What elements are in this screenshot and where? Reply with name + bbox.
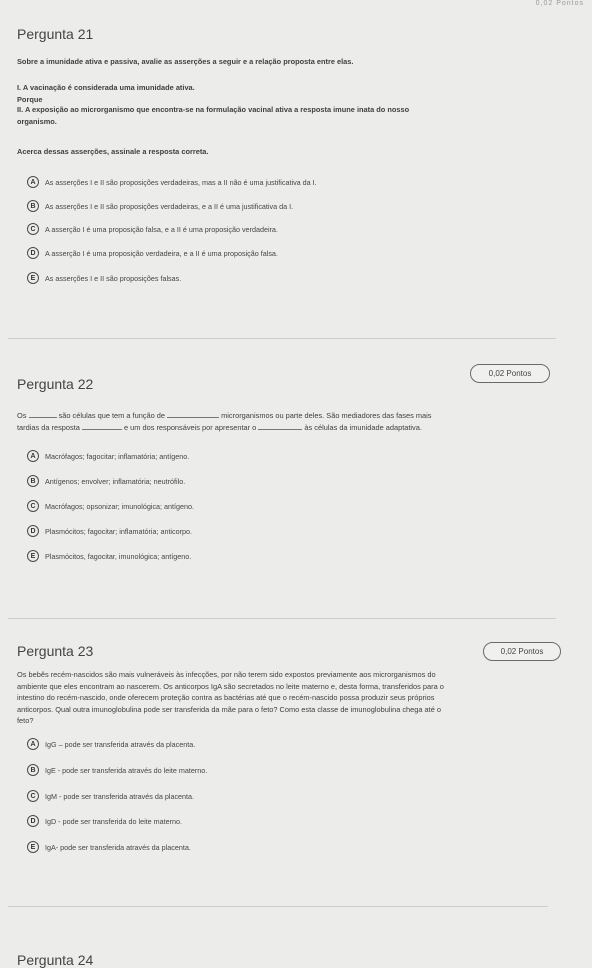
option-letter-badge: C [27, 790, 39, 802]
question-22-statement [17, 410, 582, 433]
question-23-option-b[interactable] [27, 764, 207, 776]
question-21-assertion-1: I. A vacinação é considerada uma imunidade ativa. [17, 83, 195, 92]
question-22-option-e[interactable] [27, 550, 191, 562]
option-text: IgM - pode ser transferida através da placenta. [45, 791, 195, 801]
question-21-prompt: Acerca dessas asserções, assinale a resposta correta. [17, 147, 209, 156]
option-text: As asserções I e II são proposições verdadeiras, e a II é uma justificativa da I. [45, 201, 294, 211]
points-badge: 0,02 Pontos [483, 642, 561, 661]
statement-line: intestino do recém-nascido, onde oferecem proteção contra as bactérias até que o recém-nascido possa produzir seus próprios [17, 693, 435, 702]
question-24-title: Pergunta 24 [17, 952, 94, 968]
statement-text: e um dos responsáveis por apresentar o [123, 422, 257, 432]
statement-line-2 [17, 422, 582, 434]
statement-line-1 [17, 410, 582, 422]
option-letter-badge: E [27, 841, 39, 853]
question-23-title: Pergunta 23 [17, 643, 94, 659]
option-text: IgE - pode ser transferida através do leite materno. [45, 765, 208, 775]
statement-line: Os bebês recém-nascidos são mais vulneráveis às infecções, por não terem sido expostos previamente aos microrganismos do [17, 670, 436, 679]
question-21-option-c[interactable] [27, 223, 278, 235]
question-21-option-a[interactable] [27, 176, 317, 188]
divider [8, 906, 548, 907]
option-letter-badge: B [27, 764, 39, 776]
option-text: As asserções I e II são proposições falsas. [45, 273, 182, 283]
blank-line [29, 410, 57, 418]
question-21-option-e[interactable] [27, 272, 181, 284]
statement-text: são células que tem a função de [58, 411, 165, 420]
statement-line: anticorpos. Qual outra imunoglobulina pode ser transferida da mãe para o feto? Como esta classe de imunoglobulina chega até o [17, 704, 441, 714]
question-21-connector: Porque [17, 95, 43, 104]
question-22-option-d[interactable] [27, 525, 192, 537]
blank-line [167, 410, 219, 418]
statement-text: microrganismos ou parte deles. São mediadores das fases mais [221, 411, 432, 420]
option-text: Macrófagos; opsonizar; imunológica; antígeno. [45, 501, 195, 511]
blank-line [82, 422, 122, 430]
statement-text: tardias da resposta [17, 422, 80, 432]
previous-points-label: 0,02 Pontos [535, 0, 584, 7]
question-23-statement [17, 669, 585, 727]
option-letter-badge: E [27, 550, 39, 562]
option-text: IgA- pode ser transferida através da placenta. [45, 842, 191, 852]
statement-line: ambiente que eles encontram ao nascerem. Os anticorpos IgA são secretados no leite materno e, desta forma, transferidos para o [17, 681, 444, 691]
option-letter-badge: D [27, 525, 39, 537]
question-23-option-e[interactable] [27, 841, 191, 853]
divider [8, 338, 556, 339]
question-23-option-d[interactable] [27, 815, 182, 827]
option-text: Macrófagos; fagocitar; inflamatória; antígeno. [45, 451, 190, 461]
option-text: Plasmócitos, fagocitar, imunológica; antígeno. [45, 551, 192, 561]
option-letter-badge: E [27, 272, 39, 284]
option-letter-badge: A [27, 176, 39, 188]
question-21-assertion-2 [17, 104, 577, 127]
question-21-title: Pergunta 21 [17, 26, 94, 42]
option-text: IgD - pode ser transferida do leite materno. [45, 816, 183, 826]
question-21-option-d[interactable] [27, 247, 278, 259]
question-22-option-c[interactable] [27, 500, 194, 512]
question-23-option-a[interactable] [27, 738, 195, 750]
option-letter-badge: B [27, 200, 39, 212]
blank-line [258, 422, 302, 430]
question-22-title: Pergunta 22 [17, 376, 94, 392]
option-letter-badge: D [27, 815, 39, 827]
option-letter-badge: C [27, 500, 39, 512]
statement-text: Os [17, 411, 27, 420]
option-letter-badge: A [27, 738, 39, 750]
option-text: As asserções I e II são proposições verdadeiras, mas a II não é uma justificativa da I. [45, 177, 317, 187]
question-23-option-c[interactable] [27, 790, 194, 802]
points-badge: 0,02 Pontos [470, 364, 550, 383]
question-22-option-b[interactable] [27, 475, 185, 487]
option-letter-badge: C [27, 223, 39, 235]
divider [8, 618, 556, 619]
option-letter-badge: D [27, 247, 39, 259]
option-text: A asserção I é uma proposição falsa, e a II é uma proposição verdadeira. [45, 224, 278, 234]
option-letter-badge: A [27, 450, 39, 462]
option-text: A asserção I é uma proposição verdadeira, e a II é uma proposição falsa. [45, 248, 278, 258]
statement-text: às células da imunidade adaptativa. [304, 422, 422, 432]
question-21-option-b[interactable] [27, 200, 293, 212]
assertion-2-line-2: organismo. [17, 116, 57, 126]
assertion-2-line-1: II. A exposição ao microrganismo que encontra-se na formulação vacinal ativa a resposta imune inata do nosso [17, 105, 410, 114]
option-text: Antígenos; envolver; inflamatória; neutrófilo. [45, 476, 186, 486]
question-21-intro: Sobre a imunidade ativa e passiva, avalie as asserções a seguir e a relação proposta entre elas. [17, 57, 354, 66]
option-letter-badge: B [27, 475, 39, 487]
statement-line: feto? [17, 716, 34, 725]
option-text: Plasmócitos; fagocitar; inflamatória; anticorpo. [45, 526, 193, 536]
option-text: IgG – pode ser transferida através da placenta. [45, 739, 196, 749]
question-22-option-a[interactable] [27, 450, 189, 462]
